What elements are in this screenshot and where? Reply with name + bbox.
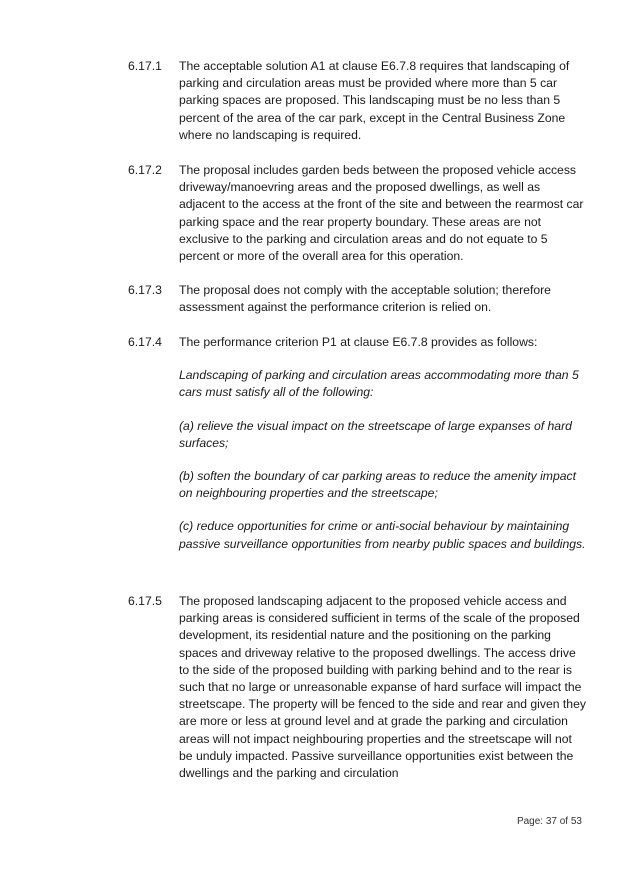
paragraph-number: 6.17.3: [128, 283, 162, 297]
paragraph-number: 6.17.5: [128, 594, 162, 608]
page-number: Page: 37 of 53: [516, 816, 582, 827]
paragraph-number: 6.17.4: [128, 335, 162, 349]
quoted-criterion-c: (c) reduce opportunities for crime or anti-social behaviour by maintaining passive surveillance opportunities from nearby public spaces and buildings.: [179, 519, 586, 551]
paragraph-text: The proposal does not comply with the acceptable solution; therefore assessment against the performance criterion is relied on.: [179, 283, 551, 315]
paragraph-text: The proposal includes garden beds between the proposed vehicle access driveway/manoevring areas and the proposed dwellings, as well as adjacent to the access at the front of the site and between the rearmost car parking space and the rear property boundary. These areas are not exclusive to the parking and circulation areas and do not equate to 5 percent or more of the overall area for this operation.: [179, 163, 584, 264]
quoted-criterion-b: (b) soften the boundary of car parking areas to reduce the amenity impact on neighbouring properties and the streetscape;: [179, 469, 576, 501]
paragraph-text: The acceptable solution A1 at clause E6.7.8 requires that landscaping of parking and circulation areas must be provided where more than 5 car parking spaces are proposed. This landscaping must be no less than 5 percent of the area of the car park, except in the Central Business Zone where no landscaping is required.: [179, 59, 570, 142]
paragraph-6-17-3: [128, 282, 588, 316]
paragraph-text: The performance criterion P1 at clause E6.7.8 provides as follows:: [179, 335, 538, 349]
paragraph-6-17-5: [128, 593, 588, 782]
paragraph-number: 6.17.1: [128, 59, 162, 73]
quoted-criterion-a: (a) relieve the visual impact on the streetscape of large expanses of hard surfaces;: [179, 418, 572, 450]
paragraph-number: 6.17.2: [128, 163, 162, 177]
quoted-criterion-intro: Landscaping of parking and circulation areas accommodating more than 5 cars must satisfy all of the following:: [179, 368, 579, 400]
paragraph-text: The proposed landscaping adjacent to the proposed vehicle access and parking areas is considered sufficient in terms of the scale of the proposed development, its residential nature and the positioning on the parking spaces and driveway relative to the proposed dwellings. The access drive to the side of the proposed building with parking behind and to the rear is such that no large or unreasonable expanse of hard surface will impact the streetscape. The property will be fenced to the side and rear and given they are more or less at ground level and at grade the parking and circulation areas will not impact neighbouring properties and the streetscape will not be unduly impacted. Passive surveillance opportunities exist between the dwellings and the parking and circulation: [179, 594, 586, 781]
paragraph-6-17-2: [128, 162, 588, 265]
paragraph-6-17-4: [128, 334, 588, 553]
paragraph-6-17-1: [128, 58, 588, 144]
